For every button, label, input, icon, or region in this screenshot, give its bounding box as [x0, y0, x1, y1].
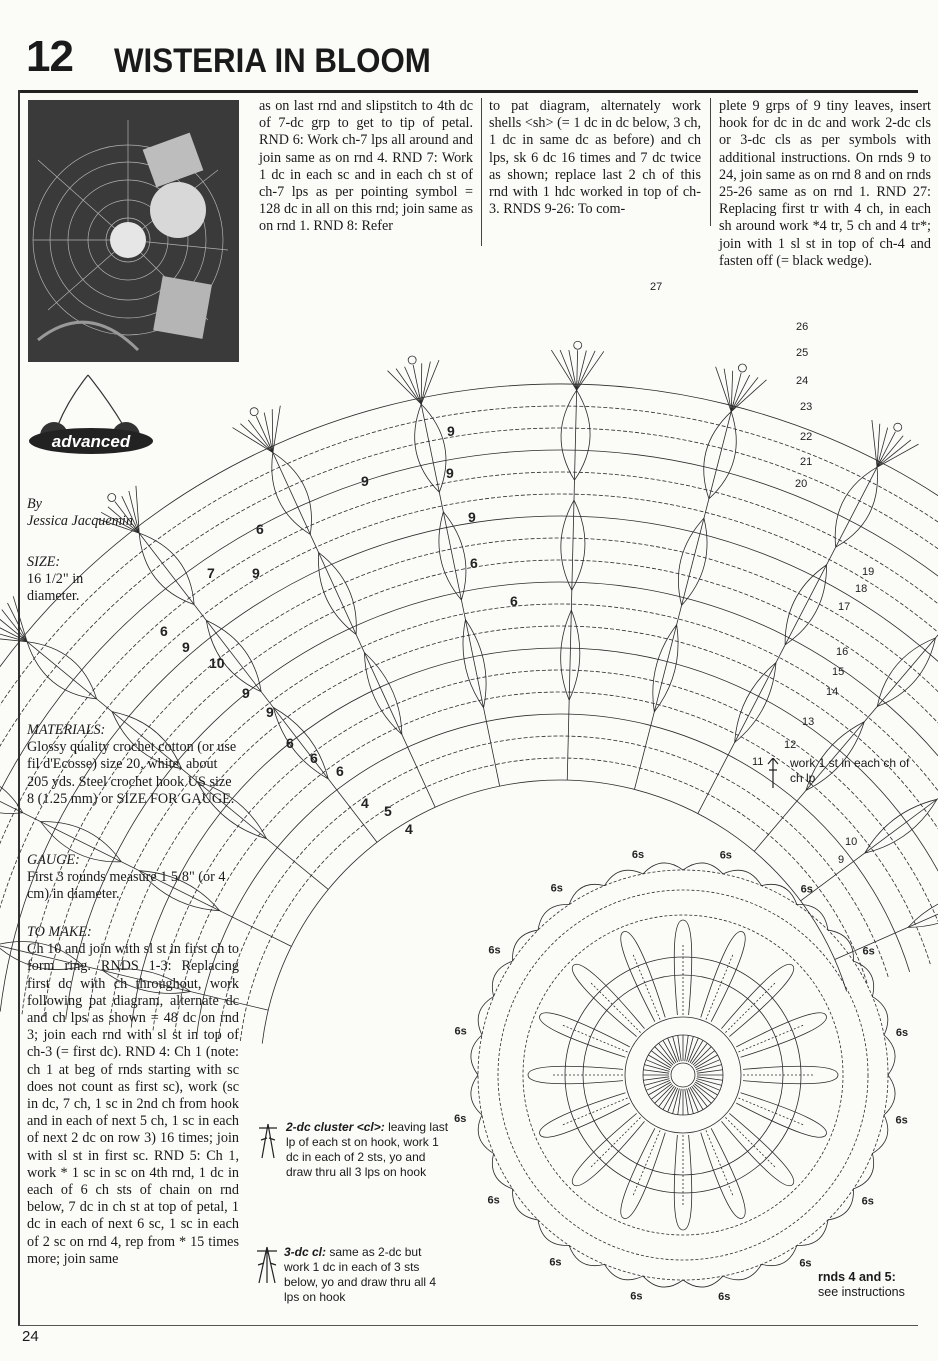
shell-label: 6s [488, 944, 501, 957]
round-number: 10 [845, 836, 858, 848]
wedge-number: 6 [160, 623, 168, 639]
wedge-number: 9 [266, 704, 274, 720]
round-number: 27 [650, 281, 663, 293]
pattern-number: 12 [26, 32, 73, 81]
shell-label: 6s [862, 945, 875, 958]
wedge-number: 6 [336, 763, 344, 779]
round-number: 26 [796, 321, 809, 333]
shell-label: 6s [861, 1195, 874, 1208]
materials-text: Glossy quality crochet cotton (or use fil d'Ecosse) size 20, white, about 205 yds. Steel crochet hook US size 8 (1.25 mm) or SIZE FOR GAUGE. [27, 739, 237, 807]
legend-rnds [818, 1270, 928, 1300]
wedge-number: 6 [286, 735, 294, 751]
round-number: 9 [838, 854, 845, 866]
to-make-label: TO MAKE: [27, 924, 92, 940]
wedge-number: 6 [256, 521, 264, 537]
author-name: Jessica Jacquemin [27, 513, 133, 530]
shell-label: 6s [630, 1290, 643, 1303]
instructions-col-a: as on last rnd and slipstitch to 4th dc of 7-dc grp to get to tip of petal. RND 6: Work ch-7 lps all around and join same as on rnd 4. RND 7: Work 1 dc in each sc and in each ch st of ch-7 lps as per pointing symbol = 128 dc in all on this rnd; join same as on rnd 1. RND 8: Refer [259, 98, 473, 235]
round-number: 17 [838, 601, 851, 613]
materials-label: MATERIALS: [27, 722, 106, 738]
wedge-number: 4 [405, 821, 413, 837]
wedge-number: 9 [252, 565, 260, 581]
wedge-number: 4 [361, 795, 369, 811]
round-number: 24 [796, 375, 809, 387]
wedge-number: 9 [468, 509, 476, 525]
wedge-number: 10 [209, 655, 225, 671]
shell-label: 6s [454, 1113, 467, 1126]
round-number: 16 [836, 646, 849, 658]
size-value: 16 1/2" in diameter. [27, 571, 84, 605]
badge-label: advanced [51, 432, 131, 451]
page-number: 24 [22, 1328, 39, 1345]
round-number: 21 [800, 456, 813, 468]
pattern-title: WISTERIA IN BLOOM [114, 42, 431, 80]
wedge-number: 6 [510, 593, 518, 609]
instructions-col-b: to pat diagram, alternately work shells <sh> (= 1 dc in dc below, 3 ch, 1 dc in same dc as before) and ch lps, sk 6 dc 16 times and 7 dc twice as shown; replace last 2 ch of this rnd with 1 hdc worked in top of ch-3. RNDS 9-26: To com- [489, 98, 701, 218]
legend-work-text: work 1 st in each ch of ch lp [790, 756, 910, 785]
gauge-label: GAUGE: [27, 852, 80, 868]
legend-3dc-cluster [284, 1245, 444, 1305]
round-number: 13 [802, 716, 815, 728]
shell-label: 6s [800, 883, 813, 896]
round-number: 18 [855, 583, 868, 595]
shell-label: 6s [719, 849, 732, 862]
legend-rnds-text: see instructions [818, 1285, 905, 1299]
size-label: SIZE: [27, 554, 61, 570]
round-number: 23 [800, 401, 813, 413]
legend-3dc-label: 3-dc cl: [284, 1245, 327, 1259]
round-number: 19 [862, 566, 875, 578]
cluster-3dc-icon [256, 1245, 278, 1285]
to-make-text: Ch 10 and join with sl st in first ch to form ring. RNDS 1-3: Replacing first dc with ch throughout, work following pat diagram, alternate dc and ch lps as shown = 48 dc on rnd 3; join each rnd with sl st in top of ch-3 (= first dc). RND 4: Ch 1 (note: ch 1 at beg of rnds starting with sc does not count as first sc), work (sc in dc, 7 ch, 1 sc in 2nd ch from hook and in each of next 5 ch, 1 sc in each of next 2 dc on row 3) 16 times; join with sl st in first sc. RND 5: Ch 1, work * 1 sc in sc on 4th rnd, 1 dc in each of 6 ch sts of chain on rnd below, 7 dc in ch st at top of petal, 1 dc in each of next 6 sc, 1 sc in each of 2 sc on rnd 4, rep from * 15 times more; join same [27, 941, 239, 1267]
shell-label: 6s [895, 1026, 909, 1039]
wedge-number: 6 [470, 555, 478, 571]
shell-label: 6s [487, 1194, 500, 1207]
shell-label: 6s [549, 1256, 562, 1269]
shell-label: 6s [718, 1290, 731, 1303]
legend-2dc-label: 2-dc cluster <cl>: [286, 1120, 385, 1134]
round-number: 15 [832, 666, 845, 678]
wedge-number: 9 [242, 685, 250, 701]
shell-label: 6s [895, 1114, 908, 1127]
round-number: 25 [796, 347, 809, 359]
round-number: 14 [826, 686, 839, 698]
arrow-symbol-icon [766, 758, 780, 788]
wedge-number: 9 [182, 639, 190, 655]
legend-3dc-text: same as 2-dc but work 1 dc in each of 3 sts below, yo and draw thru all 4 lps on hook [284, 1245, 437, 1304]
gauge-text: First 3 rounds measure 1 5/8" (or 4 cm) in diameter. [27, 869, 226, 903]
round-number: 12 [784, 739, 797, 751]
shell-label: 6s [631, 849, 645, 862]
cluster-2dc-icon [258, 1122, 278, 1160]
round-number: 22 [800, 431, 813, 443]
byline-by: By [27, 496, 42, 512]
wedge-number: 9 [361, 473, 369, 489]
shell-label: 6s [550, 882, 563, 895]
legend-rnds-label: rnds 4 and 5: [818, 1270, 896, 1284]
round-number: 20 [795, 478, 808, 490]
shell-label: 6s [454, 1025, 467, 1038]
round-number: 11 [752, 756, 764, 768]
instructions-col-c: plete 9 grps of 9 tiny leaves, insert hook for dc in dc and work 2-dc cls or 3-dc cls as per symbols with additional instructions. On rnds 9 to 24, join same as on rnd 8 and on rnds 25-26 same as on rnd 1. RND 27: Replacing first tr with 4 ch, in each sh around work *4 tr, 5 ch and 4 tr*; join with 1 sl st in top of ch-4 and fasten off (= black wedge). [719, 98, 931, 269]
legend-work-st [790, 756, 920, 786]
legend-2dc-cluster [286, 1120, 451, 1180]
wedge-number: 7 [207, 565, 215, 581]
wedge-number: 5 [384, 803, 392, 819]
wedge-number: 9 [446, 465, 454, 481]
shell-label: 6s [799, 1257, 812, 1270]
wedge-number: 6 [310, 750, 318, 766]
footer-rule [18, 1325, 918, 1326]
legend-2dc-text: leaving last lp of each st on hook, work 1 dc in each of 2 sts, yo and draw thru all 3 lps on hook [286, 1120, 449, 1179]
wedge-number: 9 [447, 423, 455, 439]
